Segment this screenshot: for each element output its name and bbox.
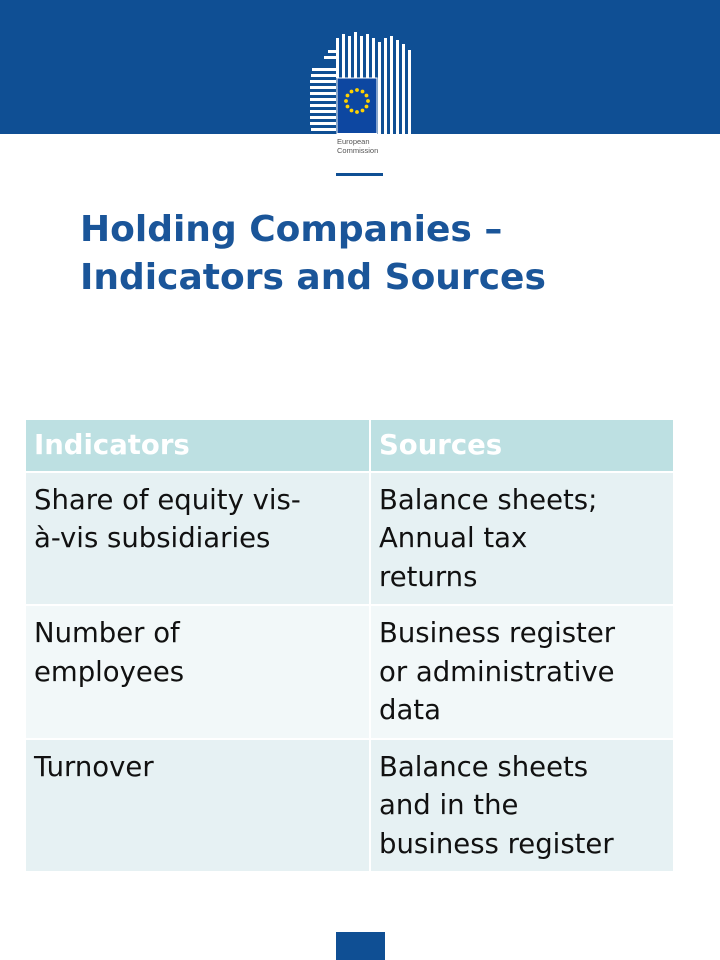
table-row (26, 739, 673, 873)
title-line-2: Indicators and Sources (80, 257, 546, 298)
indicator-cell (26, 739, 370, 873)
table-row (26, 472, 673, 606)
cell-line: Share of equity vis- (34, 483, 301, 516)
indicators-sources-table (26, 420, 673, 873)
cell-line: à-vis subsidiaries (34, 522, 271, 554)
source-cell (370, 472, 673, 606)
logo-underline (336, 173, 383, 176)
slide-title (80, 206, 680, 302)
header-indicators: Indicators (26, 420, 370, 472)
cell-line: Turnover (34, 750, 154, 783)
table-row (26, 605, 673, 739)
cell-line: Business register (379, 617, 616, 649)
cell-line: Balance sheets; (379, 483, 598, 516)
logo-line-1: European (337, 137, 370, 146)
cell-line: Balance sheets (379, 750, 589, 783)
source-cell (370, 605, 673, 739)
title-line-1: Holding Companies – (80, 209, 503, 250)
cell-line: employees (34, 655, 185, 688)
cell-line: Annual tax (379, 522, 528, 554)
footer-brand-square (336, 932, 385, 960)
source-cell (370, 739, 673, 873)
cell-line: business register (379, 827, 614, 860)
cell-line: data (379, 694, 441, 726)
header-sources: Sources (370, 420, 673, 472)
cell-line: returns (379, 560, 478, 593)
cell-line: or administrative (379, 655, 615, 688)
european-commission-logo (306, 30, 416, 180)
indicator-cell (26, 472, 370, 606)
cell-line: and in the (379, 789, 519, 821)
indicator-cell (26, 605, 370, 739)
logo-wordmark (337, 137, 378, 155)
logo-line-2: Commission (337, 146, 379, 155)
cell-line: Number of (34, 617, 180, 649)
table-header-row (26, 420, 673, 472)
